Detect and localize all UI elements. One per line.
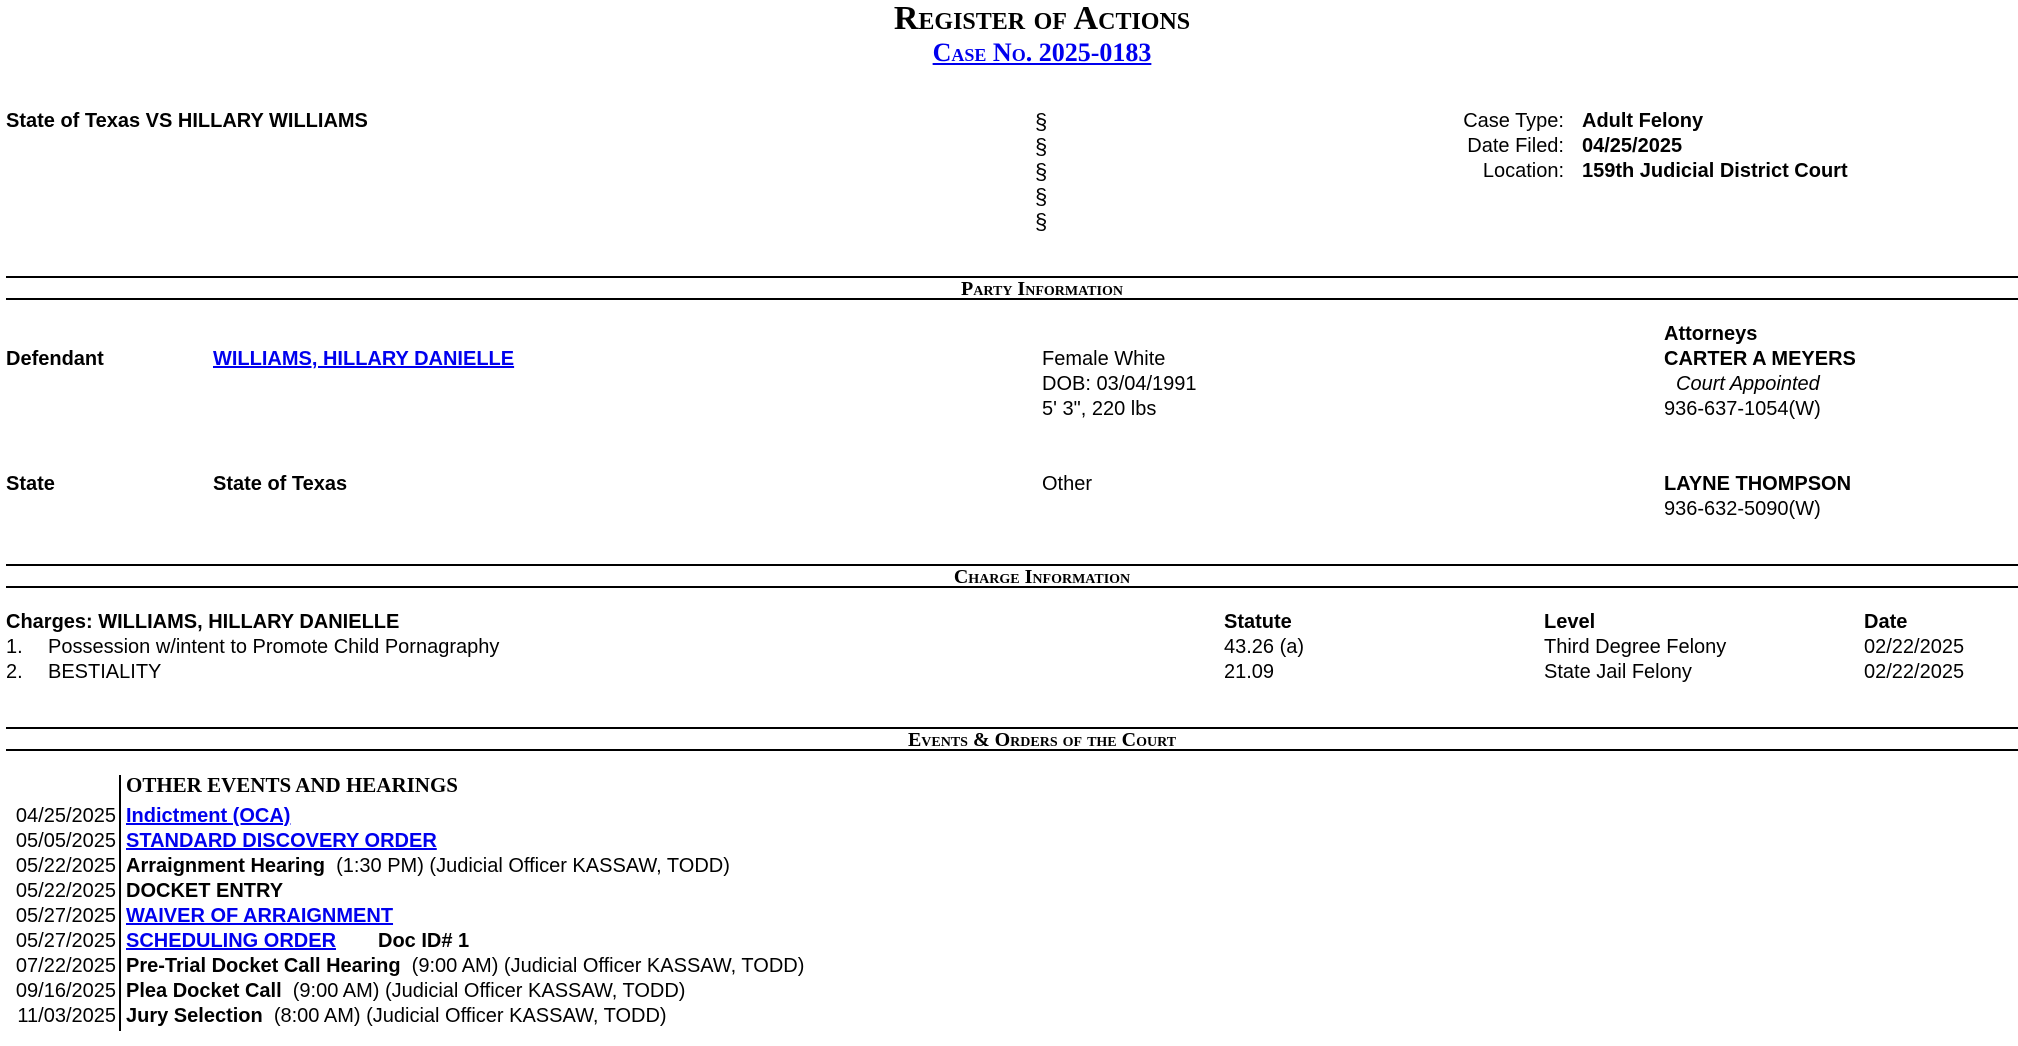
defendant-height-weight: 5' 3", 220 lbs [1042, 398, 1157, 420]
defendant-attorney-name: CARTER A MEYERS [1664, 348, 1856, 370]
events-orders-band [6, 727, 2018, 751]
page-title: Register of Actions [893, 0, 1191, 37]
charges-label: Charges: WILLIAMS, HILLARY DANIELLE [6, 611, 400, 633]
event-date: 11/03/2025 [17, 1005, 116, 1027]
date-filed-row [1424, 134, 1682, 159]
state-attorney-name: LAYNE THOMPSON [1664, 473, 1852, 495]
state-role: State [6, 473, 55, 495]
charge-statute: 43.26 (a) [1224, 636, 1305, 658]
date-filed-label: Date Filed: [1467, 135, 1564, 157]
state-attorney-phone: 936-632-5090(W) [1664, 498, 1821, 520]
case-style: State of Texas VS HILLARY WILLIAMS [6, 110, 368, 132]
section-symbol: § [1035, 209, 1048, 234]
scheduling-order-link[interactable]: SCHEDULING ORDER [126, 930, 337, 952]
charge-description: BESTIALITY [48, 661, 162, 683]
case-number-text[interactable]: Case No. 2025-0183 [932, 38, 1152, 67]
event-detail: (1:30 PM) (Judicial Officer KASSAW, TODD) [336, 855, 730, 877]
date-filed-value: 04/25/2025 [1582, 135, 1683, 157]
event-detail: (9:00 AM) (Judicial Officer KASSAW, TODD) [411, 955, 805, 977]
event-detail: (9:00 AM) (Judicial Officer KASSAW, TODD) [292, 980, 686, 1002]
event-date: 05/27/2025 [15, 930, 116, 952]
case-number-link[interactable] [0, 38, 2018, 68]
event-title: Arraignment Hearing [126, 855, 325, 877]
defendant-name-link[interactable]: WILLIAMS, HILLARY DANIELLE [213, 348, 515, 370]
case-type-label: Case Type: [1463, 110, 1564, 132]
event-row [6, 879, 284, 904]
defendant-role: Defendant [6, 348, 104, 370]
section-symbol: § [1035, 184, 1048, 209]
charge-number: 2. [6, 661, 23, 683]
event-title: Pre-Trial Docket Call Hearing [126, 955, 401, 977]
charge-information-band [6, 564, 2018, 588]
event-row [6, 929, 470, 954]
section-symbol: § [1035, 134, 1048, 159]
defendant-attorney-phone: 936-637-1054(W) [1664, 398, 1821, 420]
defendant-attorney-note: Court Appointed [1676, 373, 1820, 395]
event-date: 05/05/2025 [15, 830, 116, 852]
doc-id: Doc ID# 1 [378, 930, 470, 952]
attorneys-heading: Attorneys [1664, 323, 1758, 345]
section-symbol: § [1035, 109, 1048, 134]
event-date: 05/22/2025 [15, 880, 116, 902]
event-row [6, 954, 805, 979]
state-name: State of Texas [213, 473, 348, 495]
defendant-dob: DOB: 03/04/1991 [1042, 373, 1197, 395]
charge-date: 02/22/2025 [1864, 661, 1965, 683]
event-row [6, 1004, 667, 1029]
events-divider [119, 775, 121, 1031]
case-type-value: Adult Felony [1582, 110, 1704, 132]
party-information-heading: Party Information [961, 278, 1123, 300]
event-date: 09/16/2025 [15, 980, 116, 1002]
event-date: 05/27/2025 [15, 905, 116, 927]
statute-column-header: Statute [1224, 611, 1292, 633]
charge-date: 02/22/2025 [1864, 636, 1965, 658]
charge-description: Possession w/intent to Promote Child Pornagraphy [48, 636, 500, 658]
event-row [6, 804, 291, 829]
event-row [6, 829, 437, 854]
waiver-of-arraignment-link[interactable]: WAIVER OF ARRAIGNMENT [126, 905, 394, 927]
level-column-header: Level [1544, 611, 1596, 633]
event-title: Jury Selection [126, 1005, 263, 1027]
event-row [6, 904, 394, 929]
event-row [6, 979, 686, 1004]
case-type-row [1424, 109, 1703, 134]
party-information-band [6, 276, 2018, 300]
section-symbol: § [1035, 159, 1048, 184]
charge-level: State Jail Felony [1544, 661, 1692, 683]
standard-discovery-order-link[interactable]: STANDARD DISCOVERY ORDER [126, 830, 437, 852]
charge-number: 1. [6, 636, 23, 658]
event-date: 07/22/2025 [15, 955, 116, 977]
events-orders-heading: Events & Orders of the Court [907, 729, 1177, 751]
indictment-link[interactable]: Indictment (OCA) [126, 805, 291, 827]
event-title: DOCKET ENTRY [126, 880, 284, 902]
event-date: 04/25/2025 [15, 805, 116, 827]
state-details: Other [1042, 473, 1093, 495]
event-row [6, 854, 730, 879]
event-detail: (8:00 AM) (Judicial Officer KASSAW, TODD) [273, 1005, 667, 1027]
location-label: Location: [1482, 160, 1564, 182]
location-row [1424, 159, 1848, 184]
charge-statute: 21.09 [1224, 661, 1275, 683]
defendant-sex-race: Female White [1042, 348, 1166, 370]
location-value: 159th Judicial District Court [1582, 160, 1848, 182]
event-title: Plea Docket Call [126, 980, 282, 1002]
date-column-header: Date [1864, 611, 1908, 633]
other-events-subheading: OTHER EVENTS AND HEARINGS [126, 773, 458, 797]
charge-information-heading: Charge Information [953, 566, 1131, 588]
event-date: 05/22/2025 [15, 855, 116, 877]
charge-level: Third Degree Felony [1544, 636, 1727, 658]
